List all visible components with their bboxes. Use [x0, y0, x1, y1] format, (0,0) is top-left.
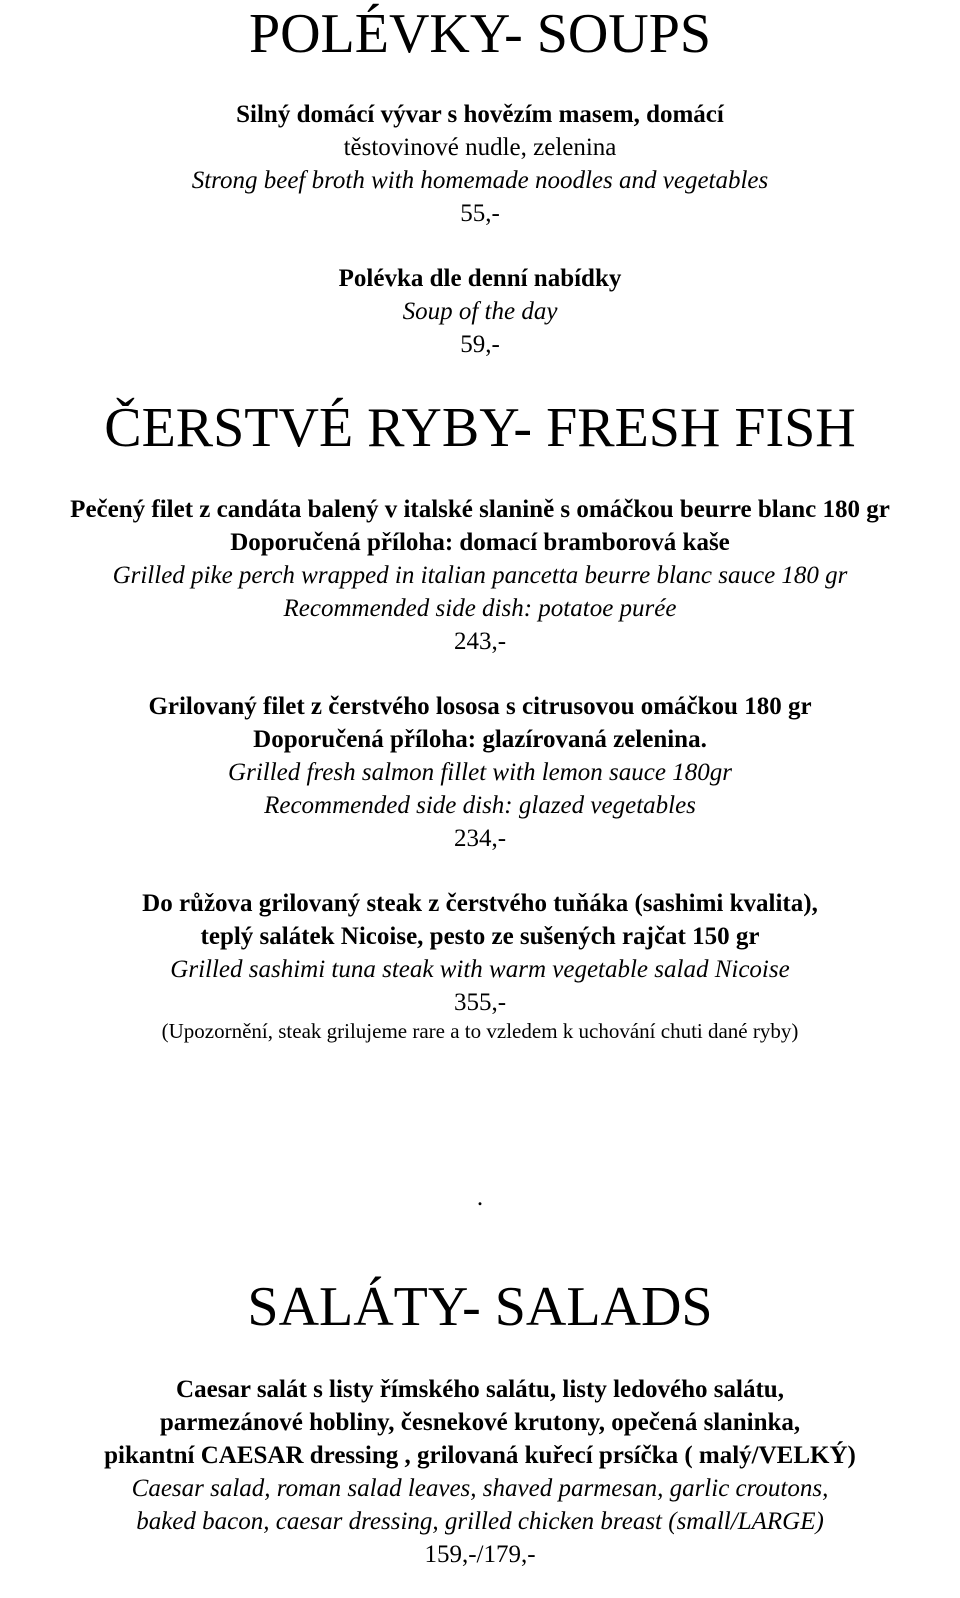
- menu-item-name-cz: Silný domácí vývar s hovězím masem, domácí: [236, 101, 724, 128]
- menu-item-name-en: Strong beef broth with homemade noodles and vegetables: [191, 167, 769, 194]
- menu-item-price: 55,-: [460, 200, 500, 227]
- menu-item-price: 159,-/179,-: [424, 1541, 536, 1568]
- menu-item-price: 59,-: [460, 331, 500, 358]
- menu-item-name-cz: Grilovaný filet z čerstvého lososa s citrusovou omáčkou 180 gr: [148, 693, 812, 720]
- menu-item-name-en: Grilled fresh salmon fillet with lemon sauce 180gr: [228, 759, 732, 786]
- section-heading-soups: POLÉVKY- SOUPS: [248, 3, 712, 65]
- menu-item-name-en: baked bacon, caesar dressing, grilled chicken breast (small/LARGE): [136, 1508, 824, 1535]
- menu-item-name-cz: Doporučená příloha: domací bramborová kaše: [230, 529, 730, 556]
- menu-item-name-cz: Doporučená příloha: glazírovaná zelenina.: [253, 726, 707, 753]
- menu-item-name-cz: Pečený filet z candáta balený v italské slanině s omáčkou beurre blanc 180 gr: [70, 496, 890, 523]
- menu-item-name-cz: Do růžova grilovaný steak z čerstvého tuňáka (sashimi kvalita),: [142, 890, 818, 917]
- menu-item-name-en: Grilled pike perch wrapped in italian pancetta beurre blanc sauce 180 gr: [112, 562, 848, 589]
- menu-item-name-en: Caesar salad, roman salad leaves, shaved parmesan, garlic croutons,: [131, 1475, 829, 1502]
- menu-item-price: 355,-: [453, 989, 507, 1016]
- menu-item-name-en: Recommended side dish: glazed vegetables: [264, 792, 696, 819]
- menu-item-price: 243,-: [453, 628, 507, 655]
- menu-item-name-cz: těstovinové nudle, zelenina: [343, 134, 617, 161]
- section-heading-fish: ČERSTVÉ RYBY- FRESH FISH: [104, 397, 856, 459]
- menu-item-name-en: Grilled sashimi tuna steak with warm vegetable salad Nicoise: [170, 956, 790, 983]
- separator-dot: .: [476, 1184, 484, 1211]
- section-heading-salads: SALÁTY- SALADS: [247, 1276, 713, 1338]
- menu-item-name-cz: Caesar salát s listy římského salátu, listy ledového salátu,: [176, 1376, 784, 1403]
- menu-item-name-cz: teplý salátek Nicoise, pesto ze sušených rajčat 150 gr: [200, 923, 760, 950]
- menu-item-name-en: Soup of the day: [402, 298, 558, 325]
- menu-item-note: (Upozornění, steak grilujeme rare a to vzledem k uchování chuti dané ryby): [161, 1019, 799, 1043]
- menu-item-name-cz: parmezánové hobliny, česnekové krutony, opečená slaninka,: [159, 1409, 801, 1436]
- menu-item-name-en: Recommended side dish: potatoe purée: [283, 595, 677, 622]
- menu-item-price: 234,-: [453, 825, 507, 852]
- menu-item-name-cz: Polévka dle denní nabídky: [338, 265, 622, 292]
- menu-item-name-cz: pikantní CAESAR dressing , grilovaná kuřecí prsíčka ( malý/VELKÝ): [104, 1442, 856, 1469]
